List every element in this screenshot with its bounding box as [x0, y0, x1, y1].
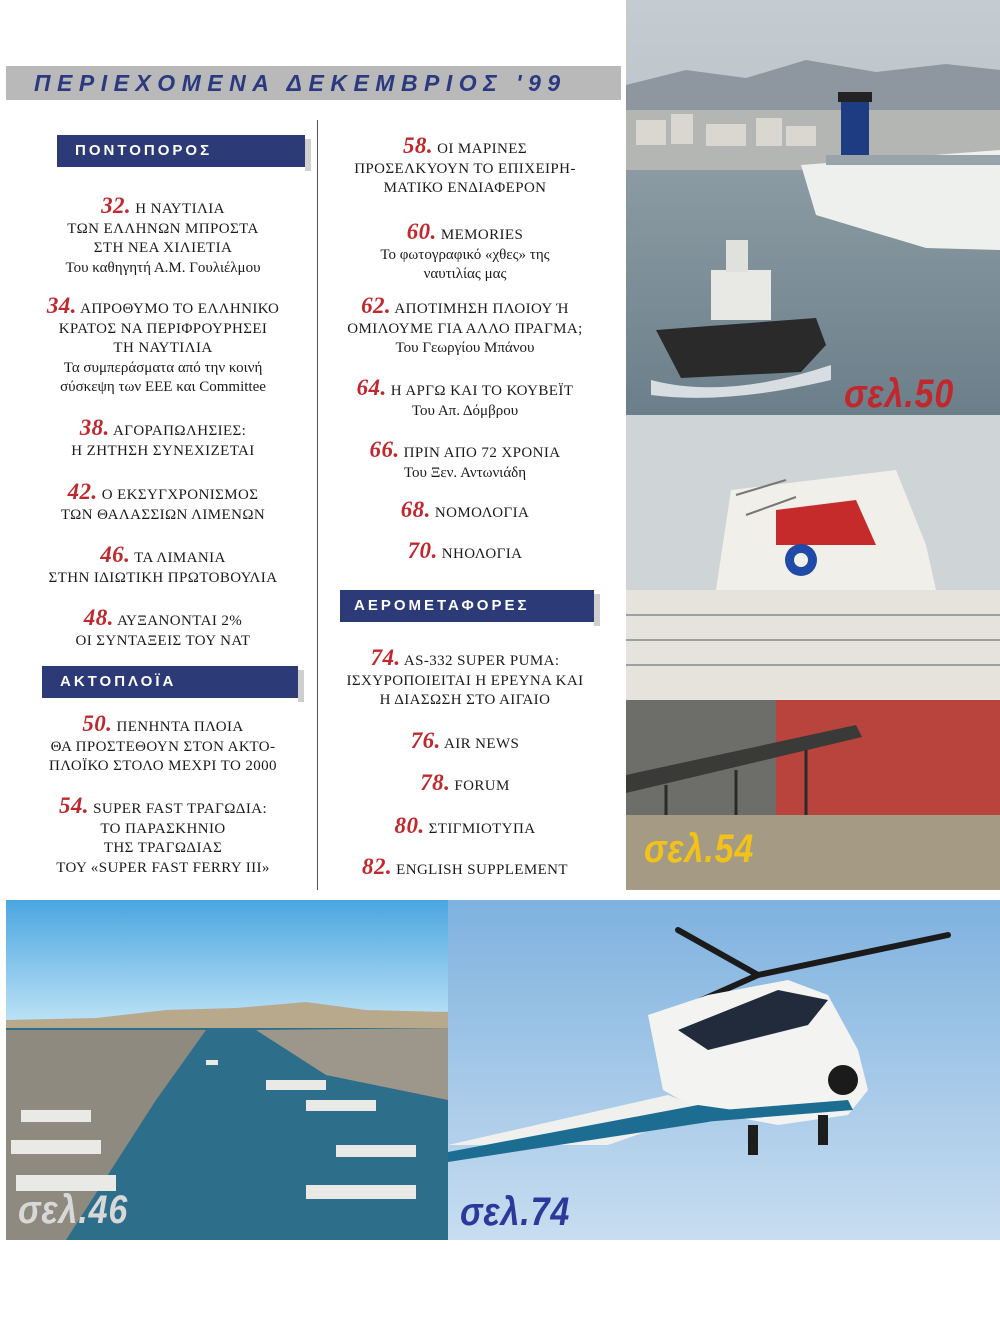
toc-entry-80[interactable]: 80. ΣΤΙΓΜΙΟΤΥΠΑ	[394, 813, 536, 838]
toc-entry-58[interactable]: 58. ΟΙ ΜΑΡΙΝΕΣ ΠΡΟΣΕΛΚΥΟΥΝ ΤΟ ΕΠΙΧΕΙΡΗ- ΜΑΤΙΚΟ ΕΝΔΙΑΦΕΡΟΝ	[354, 133, 576, 196]
page-ref-46: σελ.46	[18, 1188, 129, 1232]
toc-entry-64[interactable]: 64. Η ΑΡΓΩ ΚΑΙ ΤΟ ΚΟΥΒΕΪΤ Του Απ. Δόμβρου	[356, 375, 574, 419]
toc-entry-50[interactable]: 50. ΠΕΝΗΝΤΑ ΠΛΟΙΑ ΘΑ ΠΡΟΣΤΕΘΟΥΝ ΣΤΟΝ ΑΚΤΟ- ΠΛΟΪΚΟ ΣΤΟΛΟ ΜΕΧΡΙ ΤΟ 2000	[49, 711, 277, 774]
toc-entry-46[interactable]: 46. ΤΑ ΛΙΜΑΝΙΑ ΣΤΗΝ ΙΔΙΩΤΙΚΗ ΠΡΩΤΟΒΟΥΛΙΑ	[48, 542, 278, 586]
photo-super-puma-helicopter	[448, 900, 1000, 1240]
toc-entry-74[interactable]: 74. AS-332 SUPER PUMA: ΙΣΧΥΡΟΠΟΙΕΙΤΑΙ Η ΕΡΕΥΝΑ ΚΑΙ Η ΔΙΑΣΩΣΗ ΣΤΟ ΑΙΓΑΙΟ	[346, 645, 584, 708]
photo-harbour-aerial	[6, 900, 448, 1240]
toc-entry-48[interactable]: 48. ΑΥΞΑΝΟΝΤΑΙ 2% ΟΙ ΣΥΝΤΑΞΕΙΣ ΤΟΥ ΝΑΤ	[75, 605, 251, 649]
toc-entry-70[interactable]: 70. ΝΗΟΛΟΓΙΑ	[407, 538, 523, 563]
page-ref-54: σελ.54	[644, 827, 755, 871]
toc-entry-32[interactable]: 32. Η ΝΑΥΤΙΛΙΑ ΤΩΝ ΕΛΛΗΝΩΝ ΜΠΡΟΣΤΑ ΣΤΗ ΝΕΑ ΧΙΛΙΕΤΙΑ Του καθηγητή Α.Μ. Γουλιέλμου	[65, 193, 261, 276]
section-header-aktoploia: ΑΚΤΟΠΛΟΪΑ	[42, 666, 298, 698]
page-ref-50: σελ.50	[844, 372, 955, 415]
section-header-pontoporos: ΠΟΝΤΟΠΟΡΟΣ	[57, 135, 305, 167]
toc-entry-54[interactable]: 54. SUPER FAST ΤΡΑΓΩΔΙΑ: ΤΟ ΠΑΡΑΣΚΗΝΙΟ ΤΗΣ ΤΡΑΓΩΔΙΑΣ ΤΟΥ «SUPER FAST FERRY III»	[56, 793, 270, 876]
toc-entry-66[interactable]: 66. ΠΡΙΝ ΑΠΟ 72 ΧΡΟΝΙΑ Του Ξεν. Αντωνιάδη	[369, 437, 561, 481]
toc-entry-42[interactable]: 42. Ο ΕΚΣΥΓΧΡΟΝΙΣΜΟΣ ΤΩΝ ΘΑΛΑΣΣΙΩΝ ΛΙΜΕΝΩΝ	[60, 479, 266, 523]
toc-entry-34[interactable]: 34. ΑΠΡΟΘΥΜΟ ΤΟ ΕΛΛΗΝΙΚΟ ΚΡΑΤΟΣ ΝΑ ΠΕΡΙΦΡΟΥΡΗΣΕΙ ΤΗ ΝΑΥΤΙΛΙΑ Τα συμπεράσματα από την κοινή σύσκεψη των ΕΕΕ και Committee	[46, 293, 280, 395]
toc-entry-62[interactable]: 62. ΑΠΟΤΙΜΗΣΗ ΠΛΟΙΟΥ Ή ΟΜΙΛΟΥΜΕ ΓΙΑ ΑΛΛΟ ΠΡΑΓΜΑ; Του Γεωργίου Μπάνου	[347, 293, 583, 356]
section-header-aerometafores: ΑΕΡΟΜΕΤΑΦΟΡΕΣ	[340, 590, 594, 622]
contents-title: ΠΕΡΙΕΧΟΜΕΝΑ ΔΕΚΕΜΒΡΙΟΣ '99	[34, 70, 567, 96]
toc-entry-68[interactable]: 68. ΝΟΜΟΛΟΓΙΑ	[400, 497, 530, 522]
photo-ferry-funnel	[626, 415, 1000, 890]
toc-entry-76[interactable]: 76. AIR NEWS	[410, 728, 520, 753]
page-ref-74: σελ.74	[460, 1190, 571, 1234]
toc-entry-78[interactable]: 78. FORUM	[420, 770, 510, 795]
toc-entry-82[interactable]: 82. ENGLISH SUPPLEMENT	[362, 854, 568, 879]
photo-ferry-tugboat	[626, 0, 1000, 415]
toc-entry-38[interactable]: 38. ΑΓΟΡΑΠΩΛΗΣΙΕΣ: Η ΖΗΤΗΣΗ ΣΥΝΕΧΙΖΕΤΑΙ	[71, 415, 255, 459]
column-divider	[317, 120, 318, 890]
contents-header-band	[6, 66, 621, 100]
toc-entry-60[interactable]: 60. MEMORIES Το φωτογραφικό «χθες» της ναυτιλίας μας	[380, 219, 550, 282]
